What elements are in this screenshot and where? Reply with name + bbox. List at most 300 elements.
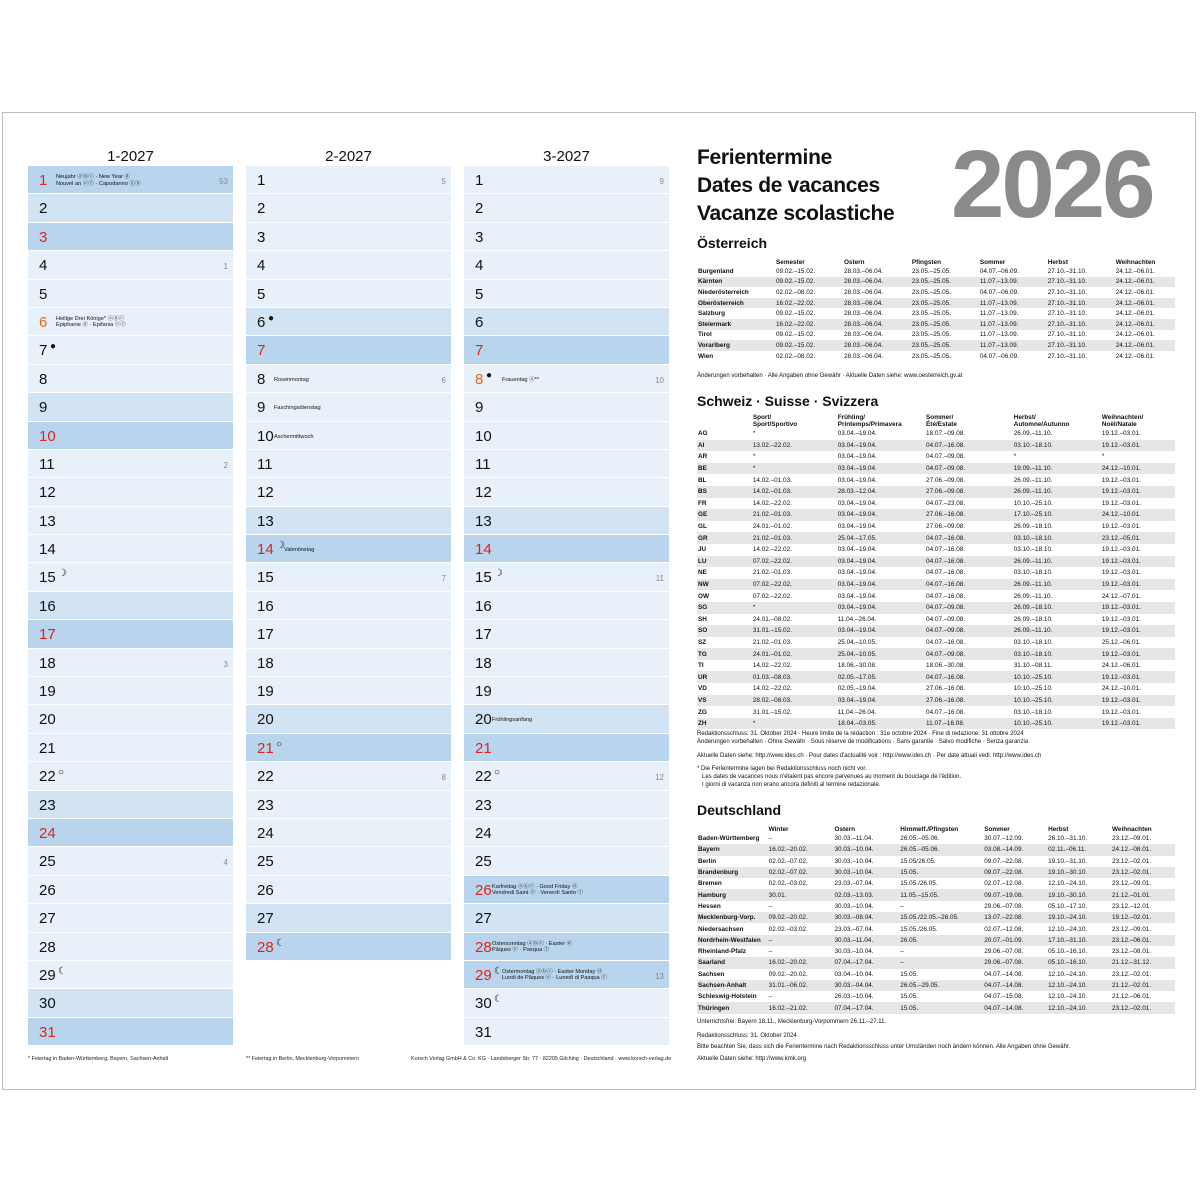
day-number: 1 (475, 172, 484, 189)
day-number: 13 (475, 512, 492, 530)
date-range: 04.07.–16.08. (926, 638, 966, 646)
day-number: 28 (475, 938, 492, 956)
day-row (464, 280, 669, 308)
day-number: 26 (39, 881, 56, 899)
date-range: 03.10.–18.10. (1013, 648, 1101, 660)
date-range: 26.05.–05.06. (899, 844, 983, 855)
moon-phase-icon: ☽ (494, 568, 503, 580)
day-number: 21 (257, 739, 274, 757)
date-range: 16.02.–20.02. (768, 957, 834, 968)
date-range: 23.05.–25.05. (911, 310, 951, 318)
date-range: * (1013, 453, 1017, 461)
day-row (28, 507, 233, 535)
date-range: 03.04.–19.04. (837, 695, 925, 707)
date-range: 29.06.–07.08. (983, 957, 1047, 968)
day-row (28, 422, 233, 450)
table-row (697, 867, 1175, 878)
region-name: AI (697, 440, 752, 452)
day-number: 2 (39, 200, 48, 218)
date-range: 03.04.–19.04. (837, 556, 925, 568)
date-range: 24.12.–07.01. (1101, 592, 1141, 600)
switzerland-note-source: Aktuelle Daten siehe: http://www.ides.ch · Pour dates d'actualité voir : http://www.ides.ch · Per date attuali vedi: http://www.ides.ch (697, 753, 1042, 759)
week-number: 6 (441, 375, 446, 385)
day-number: 10 (475, 427, 492, 445)
date-range: 27.06.–09.08. (925, 486, 1013, 498)
date-range: 18.06.–30.08. (926, 662, 966, 670)
date-range: 03.04.–19.04. (837, 579, 925, 591)
region-name: Niedersachsen (698, 925, 744, 933)
date-range: – (768, 935, 834, 946)
region-name: Sachsen (698, 970, 725, 978)
date-range: 02.03.–13.03. (833, 889, 899, 900)
germany-note-changes: Bitte beachten Sie, dass sich die Ferientermine nach Redaktionsschluss unter Umständen noch ändern können. Alle Angaben ohne Gewähr. (697, 1044, 1071, 1050)
table-row (697, 579, 1175, 591)
day-row (464, 989, 669, 1017)
heading-vacanze-scolastiche: Vacanze scolastiche (697, 202, 895, 225)
date-range: 25.12.–06.01. (1101, 638, 1141, 646)
date-range: 19.12.–03.01. (1101, 546, 1141, 554)
region-name: Rheinland-Pfalz (698, 948, 746, 956)
table-row (697, 509, 1175, 521)
date-range: 04.07.–16.08. (925, 532, 1013, 544)
table-row (697, 991, 1175, 1002)
date-range: 03.04.–19.04. (837, 440, 925, 452)
date-range: 09.02.–15.02. (776, 331, 816, 339)
day-row (246, 308, 451, 336)
date-range: 23.12.–12.01. (1112, 902, 1152, 910)
date-range: 09.07.–22.08. (983, 867, 1047, 878)
date-range: 15.05./22.05.–26.05. (899, 912, 983, 923)
date-range: 27.10.–31.10. (1047, 298, 1115, 309)
date-range: * (752, 430, 756, 438)
date-range: 04.07.–09.08. (926, 453, 966, 461)
section-title-germany: Deutschland (697, 802, 782, 818)
date-range: 04.07.–16.08. (926, 708, 966, 716)
day-number: 8 (475, 370, 484, 388)
day-row (464, 450, 669, 478)
day-number: 9 (257, 399, 266, 417)
date-range: 21.02.–01.03. (752, 638, 792, 646)
day-number: 14 (39, 541, 56, 559)
day-number: 12 (39, 484, 56, 502)
day-row (246, 933, 451, 961)
day-number: 20 (475, 711, 492, 729)
date-range: 28.03.–06.04. (843, 298, 911, 309)
day-number: 18 (475, 654, 492, 672)
date-range: 03.04.–19.04. (837, 602, 925, 614)
date-range: 19.12.–02.01. (1111, 912, 1175, 923)
date-range: 03.04.–19.04. (837, 430, 877, 438)
day-row (464, 677, 669, 705)
date-range: 23.05.–25.05. (911, 340, 979, 351)
day-row (464, 336, 669, 364)
day-number: 29 (39, 966, 56, 984)
table-row (697, 287, 1175, 298)
day-number: 27 (39, 910, 56, 928)
switzerland-table (697, 414, 1175, 729)
date-range: 16.02.–20.02. (768, 844, 834, 855)
date-range: 14.02.–22.02. (752, 662, 792, 670)
switzerland-note-pending: * Die Ferientermine lagen bei Redaktionsschluss noch nicht vor. (697, 766, 867, 772)
day-number: 26 (475, 881, 492, 899)
moon-phase-icon: ☾ (276, 937, 285, 949)
germany-table (697, 824, 1175, 1014)
day-list (246, 166, 451, 961)
table-row (697, 969, 1175, 980)
month-title: 1-2027 (107, 148, 154, 165)
day-row (246, 876, 451, 904)
date-range: 04.07.–09.08. (926, 615, 966, 623)
date-range: 03.04.–19.04. (837, 453, 877, 461)
date-range: 27.10.–31.10. (1047, 319, 1115, 330)
date-range: 19.12.–03.01. (1101, 579, 1175, 591)
week-number: 7 (441, 574, 446, 584)
date-range: 07.02.–22.02. (752, 579, 837, 591)
week-number: 13 (655, 971, 664, 981)
table-row (697, 706, 1175, 718)
date-range: – (768, 993, 773, 1001)
date-range: 28.03.–06.04. (843, 331, 884, 339)
date-range: 30.03.–11.04. (833, 935, 899, 946)
date-range: 21.02.–01.03. (752, 509, 837, 521)
switzerland-note-pending-fr: Les dates de vacances nous n'étaient pas encore parvenues au moment du bouclage de l'édition. (702, 774, 962, 780)
moon-phase-icon: ● (268, 312, 275, 324)
date-range: 09.07.–22.08. (984, 857, 1024, 865)
table-row (697, 451, 1175, 463)
day-number: 31 (39, 1023, 56, 1041)
date-range: 16.02.–22.02. (775, 298, 843, 309)
day-number: 1 (39, 172, 48, 189)
date-range: 21.02.–01.03. (752, 569, 792, 577)
region-name: Brandenburg (697, 867, 768, 878)
holiday-note: Frühlingsanfang (492, 717, 533, 724)
date-range: 03.10.–18.10. (1013, 440, 1101, 452)
date-range: 09.02.–15.02. (776, 267, 816, 275)
austria-note: Änderungen vorbehalten · Alle Angaben ohne Gewähr · Aktuelle Daten siehe: www.oesterreich.gv.at (697, 373, 963, 379)
column-header (697, 824, 768, 833)
moon-phase-icon: ● (50, 341, 57, 353)
date-range: 26.09.–11.10. (1013, 430, 1053, 438)
day-row (464, 649, 669, 677)
date-range: 07.02.–22.02. (752, 556, 837, 568)
date-range: 26.05.–05.06. (900, 835, 940, 843)
day-number: 22 (475, 768, 492, 786)
day-number: 27 (475, 910, 492, 928)
date-range: 07.04.–17.04. (833, 957, 899, 968)
date-range: 24.12.–06.01. (1115, 267, 1155, 275)
date-range: 02.02.–07.02. (768, 857, 808, 865)
day-row (464, 194, 669, 222)
table-row (697, 957, 1175, 968)
region-name: Nordrhein-Westfalen (697, 935, 768, 946)
date-range: 14.02.–01.03. (752, 486, 837, 498)
date-range: 11.04.–26.04. (837, 615, 877, 623)
region-name: Mecklenburg-Vorp. (697, 912, 768, 923)
day-number: 16 (39, 597, 56, 615)
holiday-note: Valentinstag (284, 547, 315, 554)
day-number: 23 (475, 796, 492, 814)
date-range: 19.10.–31.10. (1048, 857, 1088, 865)
date-range: 04.07.–06.09. (979, 352, 1019, 360)
table-row (697, 923, 1175, 934)
date-range: 31.01.–06.02. (768, 980, 834, 991)
date-range: 19.09.–11.10. (1013, 463, 1101, 475)
column-header: Frühling/ Printemps/Primavera (837, 414, 902, 428)
day-number: 27 (257, 910, 274, 928)
region-name: Vorarlberg (697, 340, 775, 351)
day-number: 19 (39, 683, 56, 701)
day-row (246, 847, 451, 875)
date-range: 27.06.–16.08. (925, 509, 1013, 521)
day-row (28, 819, 233, 847)
column-header: Weihnachten/ Noël/Natale (1101, 414, 1144, 428)
date-range: 30.03.–10.04. (834, 857, 874, 865)
table-row (697, 556, 1175, 568)
day-number: 5 (39, 285, 48, 303)
day-row (28, 989, 233, 1017)
table-row (697, 266, 1175, 277)
region-name: NE (698, 569, 707, 577)
day-number: 11 (257, 455, 273, 473)
week-number: 9 (659, 177, 664, 186)
day-number: 2 (475, 200, 484, 218)
date-range: 28.03.–06.04. (843, 310, 884, 318)
date-range: 30.03.–10.04. (834, 948, 874, 956)
date-range: 04.07.–14.08. (984, 970, 1024, 978)
column-header: Weihnachten (1115, 259, 1156, 266)
date-range: 04.07.–23.08. (926, 499, 966, 507)
date-range: 02.07.–12.08. (984, 925, 1024, 933)
region-name: Hamburg (697, 889, 768, 900)
day-row (28, 762, 233, 790)
date-range: 26.09.–18.10. (1013, 602, 1101, 614)
day-number: 24 (257, 824, 274, 842)
date-range: 03.04.–19.04. (837, 625, 925, 637)
day-number: 9 (475, 399, 484, 417)
day-row (28, 280, 233, 308)
day-row (464, 762, 669, 790)
date-range: 24.12.–06.01. (1101, 662, 1141, 670)
day-row (246, 422, 451, 450)
day-number: 30 (39, 995, 56, 1013)
date-range: 13.07.–22.08. (983, 912, 1047, 923)
day-row (246, 819, 451, 847)
table-row (697, 308, 1175, 319)
day-row (464, 904, 669, 932)
region-name: Bremen (698, 880, 722, 888)
date-range: 04.07.–16.08. (926, 546, 966, 554)
region-name: Tirol (698, 331, 712, 339)
date-range: 23.05.–25.05. (911, 298, 979, 309)
date-range: 27.10.–31.10. (1047, 352, 1087, 360)
holiday-note: Ostermontag ⓐⓑⓒ · Easter Monday ⓓ Lundi de Pâques ⓔ · Lunedì di Pasqua ⓕ (502, 968, 607, 982)
day-row (246, 535, 451, 563)
region-name: SO (697, 625, 752, 637)
column-header (697, 257, 775, 266)
date-range: 04.07.–06.09. (979, 288, 1019, 296)
date-range: 24.12.–10.01. (1101, 509, 1175, 521)
region-name: UR (697, 671, 752, 683)
date-range: 24.12.–06.01. (1115, 319, 1175, 330)
day-number: 6 (39, 313, 48, 331)
region-name: VD (698, 685, 707, 693)
date-range: 21.12.–06.01. (1112, 993, 1152, 1001)
date-range: 19.12.–03.01. (1101, 430, 1141, 438)
date-range: 29.06.–07.08. (984, 902, 1024, 910)
date-range: 03.10.–18.10. (1013, 546, 1053, 554)
region-name: Wien (698, 352, 714, 360)
region-name: GE (697, 509, 752, 521)
footnote-holiday-bw: * Feiertag in Baden-Württemberg, Bayern, Sachsen-Anhalt (28, 1056, 169, 1062)
day-row (28, 393, 233, 421)
region-name: NW (697, 579, 752, 591)
date-range: 02.02.–08.02. (776, 352, 816, 360)
date-range: 03.04.–19.04. (837, 509, 925, 521)
date-range: 31.01.–15.02. (752, 625, 837, 637)
day-row (246, 592, 451, 620)
date-range: – (768, 948, 773, 956)
date-range: 13.02.–22.02. (752, 440, 837, 452)
day-number: 11 (475, 455, 491, 473)
day-number: 13 (39, 512, 56, 530)
date-range: 23.12.–09.01. (1112, 925, 1152, 933)
date-range: 04.07.–16.08. (926, 592, 966, 600)
date-range: 28.03.–06.04. (843, 319, 911, 330)
date-range: 18.04.–03.05. (837, 718, 925, 730)
date-range: – (900, 902, 904, 910)
day-row (246, 450, 451, 478)
region-name: Schleswig-Holstein (698, 993, 757, 1001)
region-name: LU (697, 556, 752, 568)
date-range: * (1101, 453, 1105, 461)
day-row (246, 705, 451, 733)
holiday-note: Frauentag ⓐ** (502, 376, 540, 383)
date-range: 23.12.–02.01. (1111, 1002, 1175, 1013)
month-title: 3-2027 (543, 148, 590, 165)
day-row (464, 563, 669, 591)
date-range: 26.09.–18.10. (1013, 615, 1053, 623)
date-range: 29.06.–07.08. (984, 948, 1024, 956)
day-row (28, 677, 233, 705)
date-range: 04.07.–14.08. (983, 980, 1047, 991)
date-range: 26.09.–11.10. (1013, 625, 1101, 637)
date-range: 15.05./26.05. (900, 925, 938, 933)
day-number: 12 (475, 484, 492, 502)
region-name: BL (698, 476, 707, 484)
date-range: 19.12.–03.01. (1101, 625, 1175, 637)
day-number: 13 (257, 512, 274, 530)
day-row (246, 336, 451, 364)
region-name: JU (698, 546, 707, 554)
date-range: 03.04.–19.04. (837, 546, 877, 554)
date-range: 02.11.–06.11. (1047, 844, 1111, 855)
holiday-note: Ostersonntag ⓐⓑⓒ · Easter ⓓ Pâques ⓔ · Pasqua ⓕ (492, 940, 573, 954)
day-row (28, 563, 233, 591)
day-number: 3 (39, 228, 48, 246)
region-name: BS (697, 486, 752, 498)
date-range: 15.05. (899, 867, 983, 878)
date-range: 03.10.–18.10. (1013, 532, 1101, 544)
date-range: 28.03.–06.04. (843, 352, 884, 360)
switzerland-note-pending-it: I giorni di vacanza non erano ancora definiti al termine redazionale. (702, 782, 881, 788)
date-range: 03.10.–18.10. (1013, 708, 1053, 716)
day-number: 6 (257, 313, 266, 331)
date-range: 03.04.–19.04. (837, 569, 877, 577)
day-number: 11 (39, 455, 55, 473)
date-range: 24.12.–06.01. (1115, 298, 1175, 309)
date-range: 05.10.–16.10. (1048, 948, 1088, 956)
date-range: 07.04.–17.04. (833, 1002, 899, 1013)
date-range: 26.09.–11.10. (1013, 592, 1053, 600)
table-row (697, 474, 1175, 486)
date-range: 11.05.–15.05. (899, 889, 983, 900)
publisher-imprint: Korsch Verlag GmbH & Co. KG · Landsberger Str. 77 · 82205 Gilching · Deutschland · www.korsch-verlag.de (411, 1056, 672, 1062)
day-number: 24 (475, 824, 492, 842)
region-name: GR (697, 532, 752, 544)
day-number: 15 (475, 569, 492, 587)
day-row (464, 620, 669, 648)
moon-phase-icon: ☾ (494, 965, 503, 977)
day-row (246, 280, 451, 308)
day-row (28, 592, 233, 620)
table-row (697, 498, 1175, 510)
table-row (697, 844, 1175, 855)
column-header: Pfingsten (911, 259, 941, 266)
day-row (28, 194, 233, 222)
date-range: 09.02.–15.02. (775, 277, 843, 288)
date-range: 23.05.–25.05. (911, 288, 951, 296)
day-number: 8 (39, 370, 48, 388)
day-row (28, 961, 233, 989)
region-name: FR (698, 499, 707, 507)
date-range: 15.05. (900, 970, 919, 978)
date-range: 04.07.–09.08. (925, 648, 1013, 660)
table-row (697, 521, 1175, 533)
date-range: 30.03.–10.04. (833, 844, 899, 855)
date-range: 10.10.–25.10. (1013, 499, 1053, 507)
date-range: 27.10.–31.10. (1047, 340, 1115, 351)
table-row (697, 544, 1175, 556)
day-number: 28 (39, 938, 56, 956)
day-number: 1 (257, 172, 266, 189)
column-header: Herbst (1047, 259, 1068, 266)
table-row (697, 660, 1175, 672)
day-number: 17 (257, 626, 274, 644)
day-row (246, 904, 451, 932)
germany-note-deadline: Redaktionsschluss: 31. Oktober 2024 (697, 1033, 797, 1039)
table-row (697, 901, 1175, 912)
table-row (697, 946, 1175, 957)
day-number: 18 (39, 654, 56, 672)
date-range: 02.02.–07.02. (768, 867, 834, 878)
date-range: 05.10.–17.10. (1048, 902, 1088, 910)
heading-dates-de-vacances: Dates de vacances (697, 174, 880, 197)
date-range: 23.12.–05.01. (1101, 532, 1175, 544)
day-number: 24 (39, 824, 56, 842)
date-range: 27.10.–31.10. (1047, 288, 1087, 296)
day-number: 2 (257, 200, 266, 218)
day-row (464, 876, 669, 904)
day-row (464, 1018, 669, 1046)
date-range: 28.03.–06.04. (843, 267, 884, 275)
day-number: 4 (475, 257, 484, 275)
section-title-switzerland: Schweiz · Suisse · Svizzera (697, 393, 879, 409)
region-name: SH (698, 615, 707, 623)
table-row (697, 567, 1175, 579)
date-range: 09.02.–15.02. (776, 310, 816, 318)
day-number: 21 (475, 739, 492, 757)
week-number: 5 (441, 177, 446, 186)
